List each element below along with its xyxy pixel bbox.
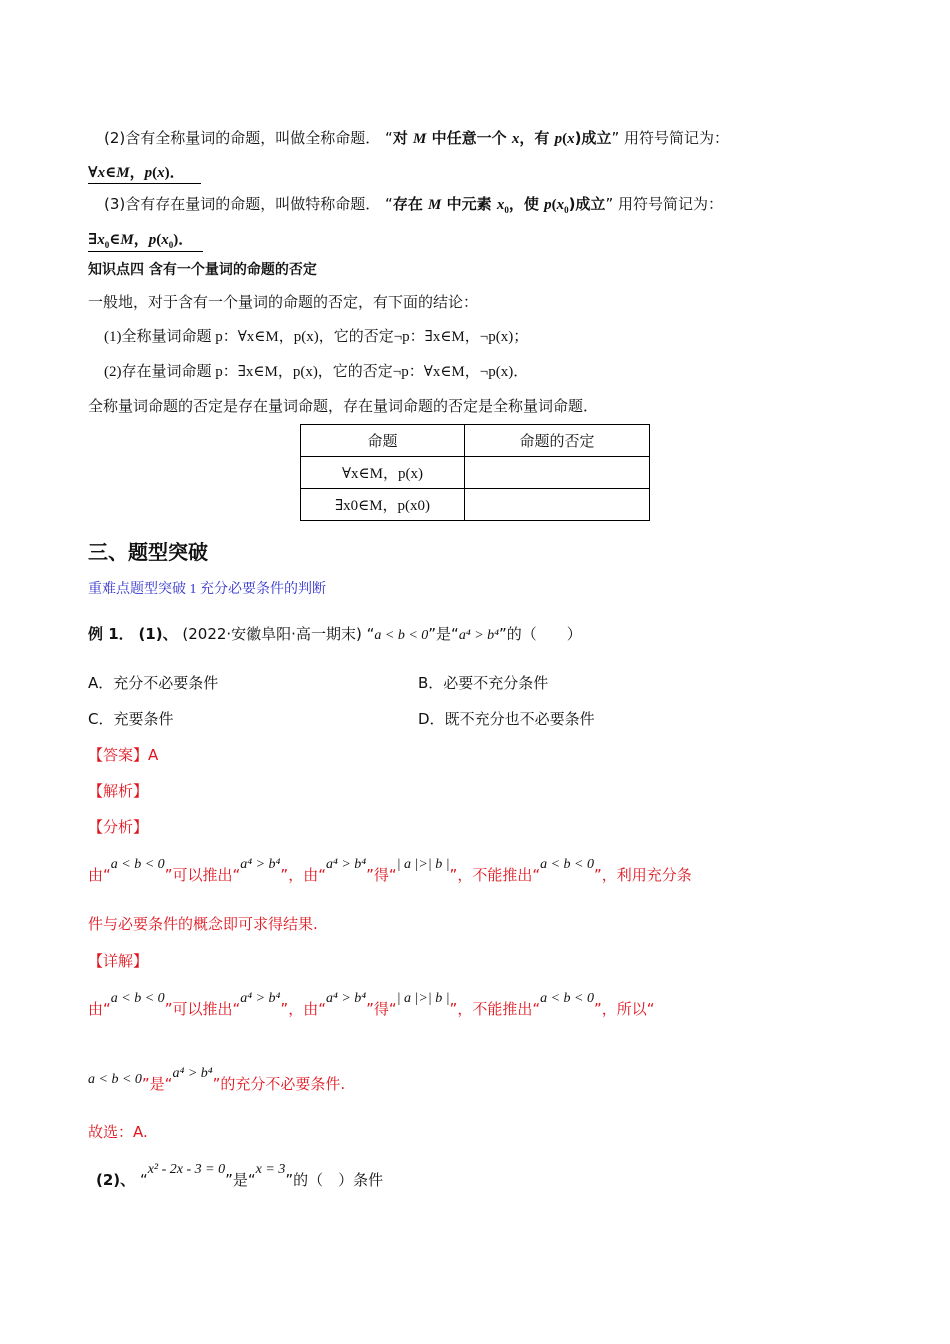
jiexi-tag: 【解析】 (88, 782, 149, 800)
para-3-quote: 存在 M 中元素 $x_0$，使 $p(x_0)$成立 (392, 195, 606, 215)
fenxi-tag: 【分析】 (88, 818, 149, 836)
xiangjie-line1: 由“a < b < 0”可以推出“a⁴ > b⁴”，由“a⁴ > b⁴”得“| a |>| b |”，不能推出“a < b < 0”，所以“ (88, 991, 655, 1018)
math-abs-a-gt-abs-b: | a |>| b | (396, 857, 450, 872)
option-c: C．充要条件 (88, 710, 174, 728)
xiangjie-tag: 【详解】 (88, 952, 149, 970)
quote-open: “ (139, 1171, 148, 1189)
math-a4-gt-b4: a⁴ > b⁴ (172, 1066, 213, 1081)
math-a-lt-b-lt-0: a < b < 0 (110, 991, 165, 1006)
example-part-label: (1)、 (138, 625, 178, 643)
quote-open: “ (385, 129, 393, 147)
table-cell-prop: ∃x0∈M，p(x0) (301, 489, 465, 521)
fenxi-line1: 由“a < b < 0”可以推出“a⁴ > b⁴”，由“a⁴ > b⁴”得“| a |>| b |”，不能推出“a < b < 0”，利用充分条 (88, 857, 692, 884)
math-a-lt-b-lt-0: a < b < 0 (88, 1072, 142, 1087)
example-label: 例 1． (88, 625, 134, 643)
guxuan: 故选：A. (88, 1123, 148, 1141)
answer: 【答案】A (88, 746, 159, 764)
math-abs-a-gt-abs-b: | a |>| b | (396, 991, 450, 1006)
para-3-prefix: (3)含有存在量词的命题，叫做特称命题． (104, 195, 381, 213)
math-a-lt-b-lt-0: a < b < 0 (374, 628, 429, 643)
table-cell-prop: ∀x∈M，p(x) (301, 457, 465, 489)
question-bracket: ”的（ ）条件 (285, 1171, 384, 1189)
para-3-symbol: $\exists x_0\in M$，$p(x_0)$． (88, 228, 203, 252)
kp4-line2: (2)存在量词命题 p：∃x∈M，p(x)，它的否定¬p：∀x∈M，¬p(x)． (104, 364, 529, 380)
math-a-lt-b-lt-0: a < b < 0 (540, 857, 594, 872)
kp4-title: 知识点四 含有一个量词的命题的否定 (88, 262, 317, 278)
math-a-lt-b-lt-0: a < b < 0 (540, 991, 594, 1006)
quote-close: ” (605, 195, 614, 213)
example-part-label: (2)、 (96, 1171, 136, 1189)
math-x-eq-3: x = 3 (255, 1162, 286, 1177)
math-a4-gt-b4: a⁴ > b⁴ (240, 857, 281, 872)
example-source: (2022·安徽阜阳·高一期末) (182, 625, 362, 643)
quantifier-negation-table (300, 424, 650, 521)
quote-connector: ”是“ (428, 625, 459, 643)
section-title: 三、题型突破 (88, 540, 208, 564)
math-a-lt-b-lt-0: a < b < 0 (110, 857, 165, 872)
xiangjie-line2: a < b < 0”是“a⁴ > b⁴”的充分不必要条件. (88, 1066, 346, 1093)
quote-open: “ (385, 195, 393, 213)
section-subtitle: 重难点题型突破 1 充分必要条件的判断 (88, 582, 326, 597)
para-2-line1 (104, 127, 729, 148)
option-a: A．充分不必要条件 (88, 674, 219, 692)
para-3-suffix: 用符号简记为： (618, 195, 724, 213)
fenxi-line2: 件与必要条件的概念即可求得结果. (88, 915, 318, 933)
kp4-line1: (1)全称量词命题 p：∀x∈M，p(x)，它的否定¬p：∃x∈M，¬p(x)； (104, 329, 529, 345)
table-header: 命题 (301, 425, 465, 457)
table-row (301, 489, 650, 521)
math-a4-gt-b4: a⁴ > b⁴ (240, 991, 281, 1006)
table-header-row (301, 425, 650, 457)
math-a4-gt-b4: a⁴ > b⁴ (325, 991, 367, 1006)
kp4-summary: 全称量词命题的否定是存在量词命题，存在量词命题的否定是全称量词命题． (88, 399, 599, 415)
table-cell-neg (465, 457, 650, 489)
example-1-part-2 (96, 1162, 384, 1190)
quote-connector: ”是“ (225, 1171, 256, 1189)
para-2-symbol: ∀x∈M，p(x)． (88, 161, 201, 184)
para-2-prefix: (2)含有全称量词的命题，叫做全称命题． (104, 129, 381, 147)
option-b: B．必要不充分条件 (418, 674, 549, 692)
table-header: 命题的否定 (465, 425, 650, 457)
kp4-intro: 一般地，对于含有一个量词的命题的否定，有下面的结论： (88, 295, 479, 311)
math-a4-gt-b4: a⁴ > b⁴ (458, 628, 500, 643)
para-2-quote: 对 M 中任意一个 x，有 p(x)成立 (392, 129, 612, 147)
para-3-line1 (104, 193, 723, 215)
table-cell-neg (465, 489, 650, 521)
table-row (301, 457, 650, 489)
question-bracket: ”的（ ） (499, 625, 582, 643)
example-1-stem (88, 623, 582, 644)
quote-open: “ (366, 625, 375, 643)
option-d: D．既不充分也不必要条件 (418, 710, 595, 728)
math-quadratic-equation: x² - 2x - 3 = 0 (147, 1162, 226, 1177)
math-a4-gt-b4: a⁴ > b⁴ (325, 857, 367, 872)
quote-close: ” (611, 129, 620, 147)
para-2-suffix: 用符号简记为： (624, 129, 730, 147)
